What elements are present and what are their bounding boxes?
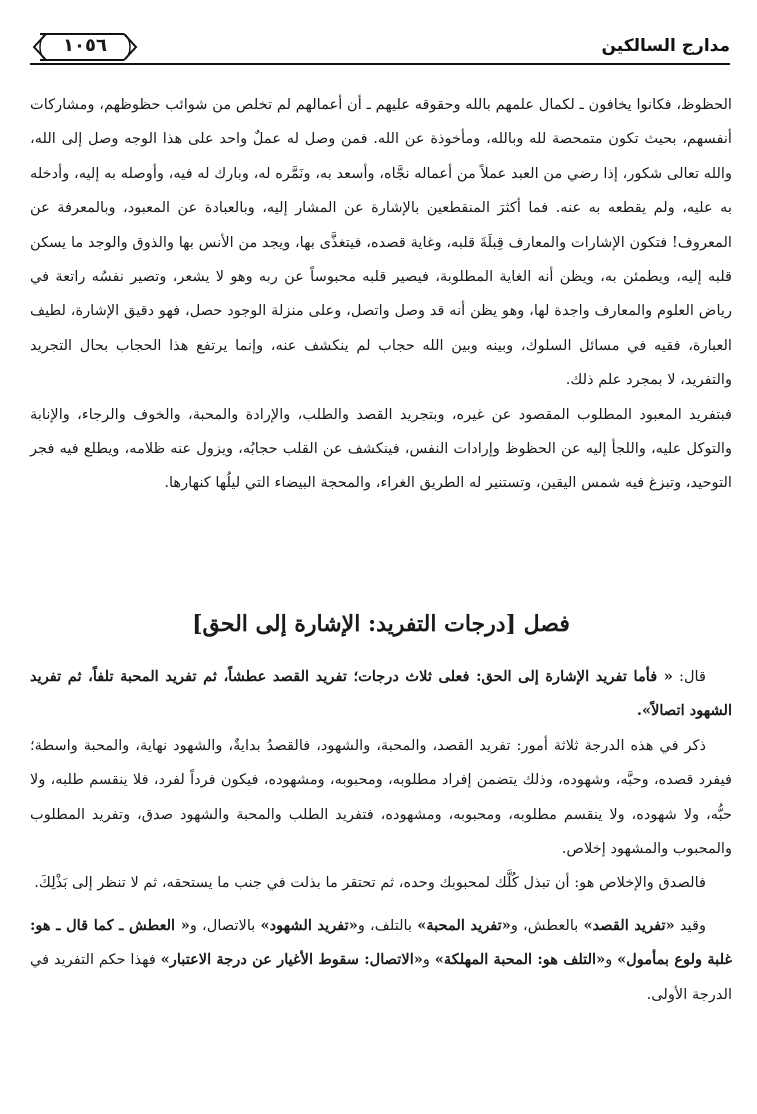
bold-term: «تفريد القصد» (583, 916, 675, 934)
bold-term: « العطش ـ كما قال ـ هو: غلبة ولوع بمأمول» (30, 916, 733, 969)
running-title: مدارج السالكين (601, 36, 730, 56)
page-number: ١٠٥٦ (63, 35, 107, 56)
quote-prefix: قال: (672, 668, 706, 685)
bold-term: «تفريد الشهود» (260, 916, 358, 934)
bold-term: «الاتصال: سقوط الأغيار عن درجة الاعتبار» (160, 951, 423, 969)
quote-text: « فأما تفريد الإشارة إلى الحق: فعلى ثلاث درجات؛ تفريد القصد عطشاً، ثم تفريد المحبة تلفاً، ثم تفريد الشهود اتصالاً». (30, 668, 732, 720)
quote-paragraph (30, 660, 732, 729)
body-text-bottom (30, 660, 732, 1012)
paragraph: الحظوظ، فكانوا يخافون ـ لكمال علمهم بالله وحقوقه عليهم ـ أن أعمالهم لم تخلص من شوائب حظوظهم، ومشاركات أنفسهم، بحيث تكون متمحصة لله وبالله، ومأخوذة عن الله. فمن وصل له عملٌ واحد على هذا الوجه وصل إلى الله، والله تعالى شكور، إذا رضي من العبد عملاً من أعماله نجَّاه، وأسعد به، ونَمَّره له، وبارك له فيه، وأوصله به إليه، وأدخله به عليه، ولم يقطعه به عنه. فما أكثرَ المنقطعين بالإشارة عن المشار إليه، وبالعبادة عن المعبود، وبالمعرفة عن المعروف! فتكون الإشارات والمعارف قِبلَةَ قلبه، وغاية قصده، فيتغذَّى بها، ويجد من الأنس بها والذوق والوجد ما يسكن قلبه إليه، ويطمئن به، ويظن أنه الغاية المطلوبة، فيصير قلبه محبوساً عن ربه وهو لا يشعر، وتصير نفسُه راتعة في رياض العلوم والمعارف واجدة لها، وهو يظن أنه قد وصل واتصل، وعلى منزلة الوجود حصل، فهو دقيق الإشارة، لطيف العبارة، فقيه في مسائل السلوك، وبينه وبين الله حجاب لم ينكشف عنه، وإنما يرتفع هذا الحجاب بحال التجريد والتفريد، لا بمجرد علم ذلك. (30, 96, 732, 389)
text-run: بالتلف، و (357, 916, 418, 934)
body-text-top (30, 88, 732, 501)
page-number-frame (30, 32, 140, 62)
final-paragraph (30, 909, 732, 1012)
bold-term: «التلف هو: المحبة المهلكة» (434, 951, 606, 969)
text-run: و (422, 951, 435, 969)
paragraph: ذكر في هذه الدرجة ثلاثة أمور: تفريد القصد، والمحبة، والشهود، فالقصدُ بدايةٌ، والشهود نهاية، والمحبة واسطة؛ فيفرد قصده، وحبَّه، وشهوده، وذلك يتضمن إفراد مطلوبه، ومحبوبه، ومشهوده، فيكون فرداً لفرد، فلا ينقسم طلبه، ولا حبُّه، ولا شهوده، ولا ينقسم مطلوبه، ومحبوبه، ومشهوده، فتفريد الطلب والمحبة والشهود صدق، وتفريد المطلوب والمحبوب والمشهود إخلاص. (30, 736, 732, 858)
text-run: و (605, 951, 618, 969)
header-rule (30, 63, 730, 65)
paragraph: فالصدق والإخلاص هو: أن تبذل كُلَّك لمحبوبك وحده، ثم تحتقر ما بذلت في جنب ما يستحقه، ثم لا تنظر إلى بَذْلِكَ. (34, 874, 706, 892)
text-run: بالعطش، و (510, 916, 584, 934)
text-run: فهذا حكم التفريد في الدرجة الأولى. (30, 951, 732, 1003)
text-run: وقيد (674, 916, 706, 934)
paragraph: فبتفريد المعبود المطلوب المقصود عن غيره، وبتجريد القصد والطلب، والإرادة والمحبة، والخوف والرجاء، والإنابة والتوكل عليه، واللجأ إليه عن الحظوظ وإرادات النفس، فينكشف عن القلب حجابُه، ويزول عنه ظلامه، ويطلع فيه فجر التوحيد، وتبزغ فيه شمس اليقين، وتستنير له الطريق الغراء، والمحجة البيضاء التي ليلُها كنهارها. (30, 405, 732, 492)
spacer (30, 901, 732, 909)
text-run: بالاتصال، و (189, 916, 261, 934)
bold-term: «تفريد المحبة» (417, 916, 511, 934)
section-heading: فصل [درجات التفريد: الإشارة إلى الحق] (192, 611, 570, 637)
page-header (30, 32, 730, 66)
